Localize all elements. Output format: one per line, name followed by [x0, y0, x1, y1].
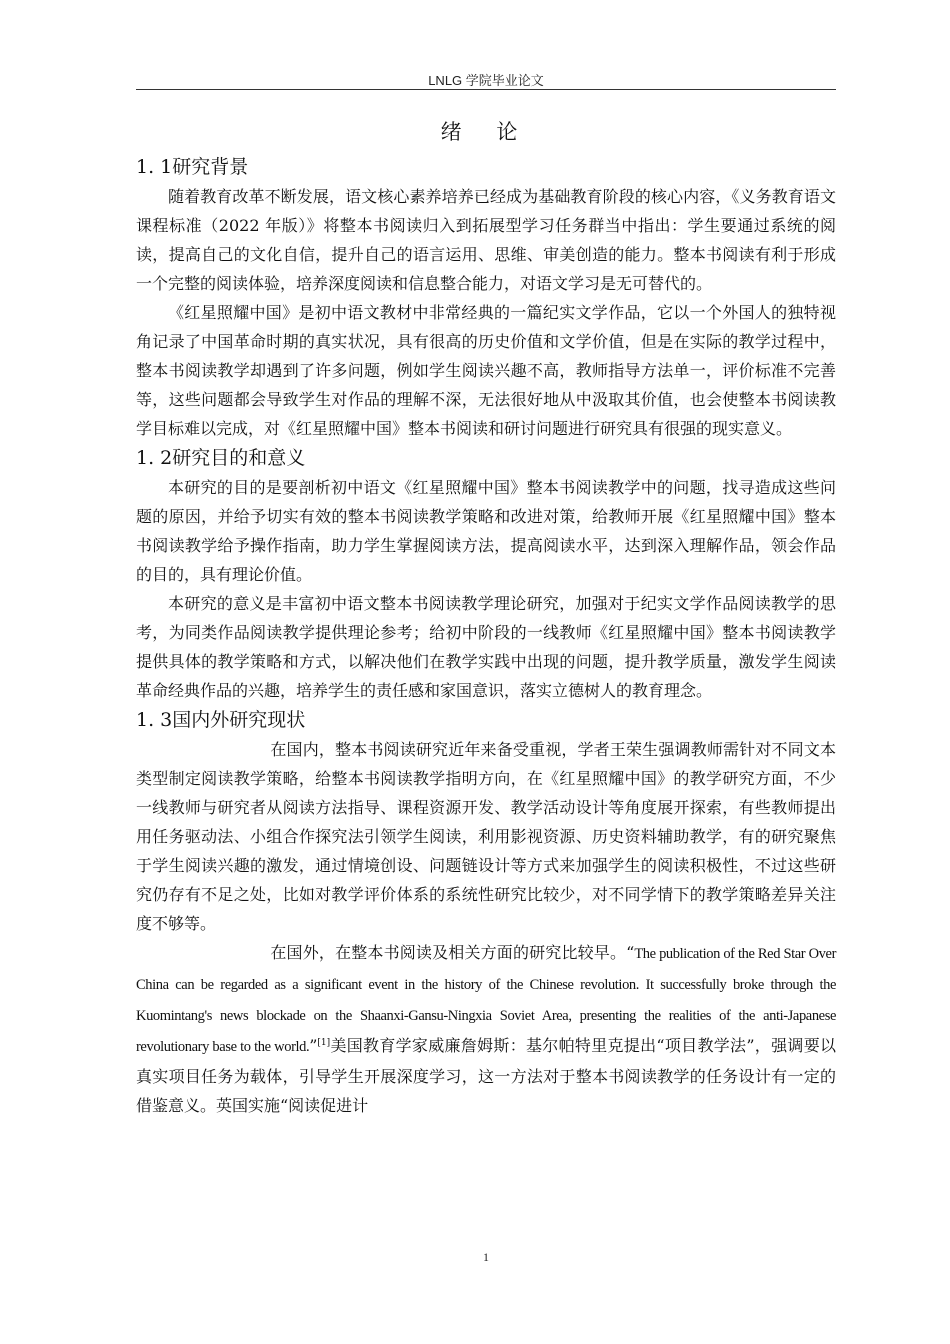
paragraph-foreign-research: 在国外，在整本书阅读及相关方面的研究比较早。“The publication of the Red Star Over China can be regarded as a significant event in the history of the Chinese revolution. It successfully broke through the Kuomintang's news blockade on the Shaanxi-Gansu-Ningxia Soviet Area, presenting the realities of the anti-Japanese revolutionary base to the world.”[1]美国教育学家威廉詹姆斯：基尔帕特里克提出“项目教学法”，强调要以真实项目任务为载体，引导学生开展深度学习，这一方法对于整本书阅读教学的任务设计有一定的借鉴意义。英国实施“阅读促进计	[136, 943, 836, 1115]
paragraph: 《红星照耀中国》是初中语文教材中非常经典的一篇纪实文学作品，它以一个外国人的独特视角记录了中国革命时期的真实状况，具有很高的历史价值和文学价值，但是在实际的教学过程中，整本书阅读教学却遇到了许多问题，例如学生阅读兴趣不高，教师指导方法单一，评价标准不完善等，这些问题都会导致学生对作品的理解不深，无法很好地从中汲取其价值，也会使整本书阅读教学目标难以完成，对《红星照耀中国》整本书阅读和研讨问题进行研究具有很强的现实意义。	[136, 303, 836, 438]
body-text	[136, 152, 836, 1120]
section-heading-1-1: 1. 1研究背景	[136, 156, 249, 178]
english-quotation: The publication of the Red Star Over China can be regarded as a significant event in the history of the Chinese revolution. It successfully broke through the Kuomintang's news blockade on the Shaanxi-Gansu-Ningxia Soviet Area, presenting the realities of the anti-Japanese revolutionary base to the world.	[136, 946, 836, 1055]
header-divider	[136, 89, 836, 90]
paragraph: 随着教育改革不断发展，语文核心素养培养已经成为基础教育阶段的核心内容，《义务教育语文课程标准（2022 年版）》将整本书阅读归入到拓展型学习任务群当中指出：学生要通过系统的阅读，提高自己的文化自信，提升自己的语言运用、思维、审美创造的能力。整本书阅读有利于形成一个完整的阅读体验，培养深度阅读和信息整合能力，对语文学习是无可替代的。	[136, 187, 836, 293]
paragraph: 本研究的意义是丰富初中语文整本书阅读教学理论研究，加强对于纪实文学作品阅读教学的思考，为同类作品阅读教学提供理论参考；给初中阶段的一线教师《红星照耀中国》整本书阅读教学提供具体的教学策略和方式，以解决他们在教学实践中出现的问题，提升教学质量，激发学生阅读革命经典作品的兴趣，培养学生的责任感和家国意识，落实立德树人的教育理念。	[136, 594, 836, 700]
paragraph: 在国内，整本书阅读研究近年来备受重视，学者王荣生强调教师需针对不同文本类型制定阅读教学策略，给整本书阅读教学指明方向，在《红星照耀中国》的教学研究方面，不少一线教师与研究者从阅读方法指导、课程资源开发、教学活动设计等角度展开探索，有些教师提出用任务驱动法、小组合作探究法引领学生阅读，利用影视资源、历史资料辅助教学，有的研究聚焦于学生阅读兴趣的激发，通过情境创设、问题链设计等方式来加强学生的阅读积极性，不过这些研究仍存有不足之处，比如对教学评价体系的系统性研究比较少，对不同学情下的教学策略差异关注度不够等。	[136, 740, 836, 933]
citation-marker: [1]	[317, 1038, 331, 1048]
section-heading-1-3: 1. 3国内外研究现状	[136, 709, 306, 731]
running-header: LNLG 学院毕业论文	[428, 73, 544, 88]
page-number: 1	[483, 1250, 489, 1264]
paragraph: 本研究的目的是要剖析初中语文《红星照耀中国》整本书阅读教学中的问题，找寻造成这些问题的原因，并给予切实有效的整本书阅读教学策略和改进对策，给教师开展《红星照耀中国》整本书阅读教学给予操作指南，助力学生掌握阅读方法，提高阅读水平，达到深入理解作品，领会作品的目的，具有理论价值。	[136, 478, 836, 584]
section-heading-1-2: 1. 2研究目的和意义	[136, 447, 306, 469]
chapter-title: 绪 论	[440, 120, 532, 144]
